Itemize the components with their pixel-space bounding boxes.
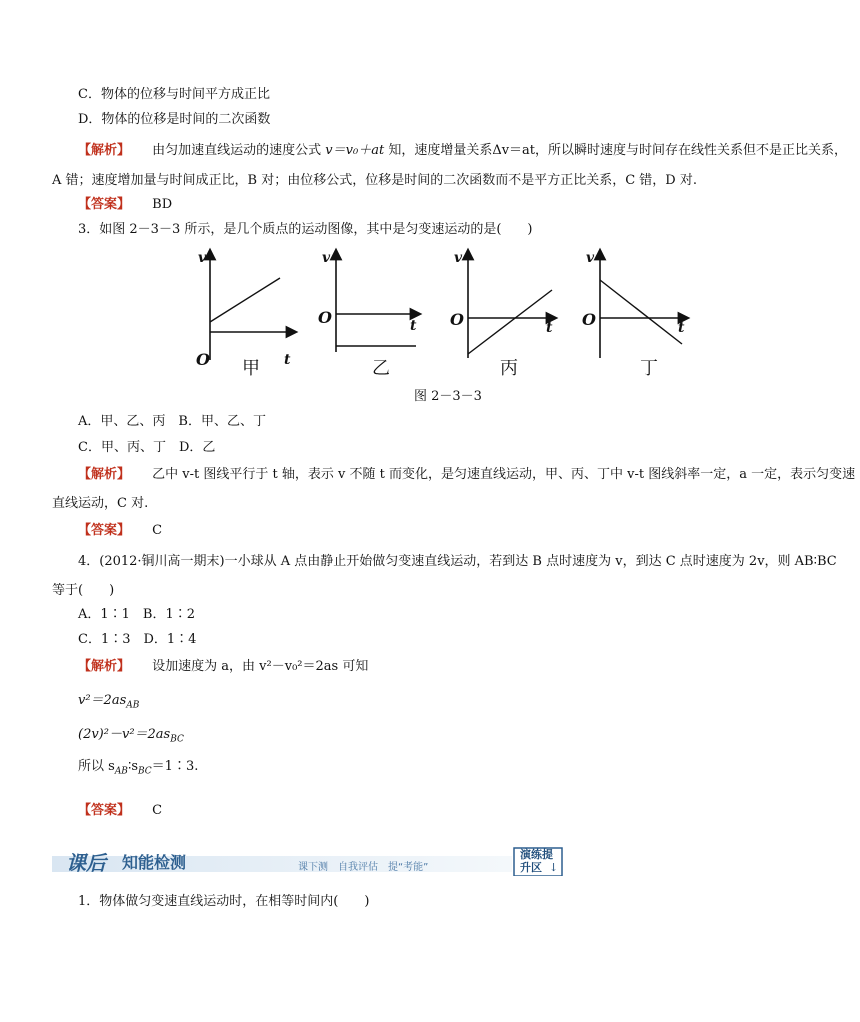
graph-jia bbox=[196, 248, 306, 382]
q3-analysis-line-1: 【解析】 乙中 v-t 图线平行于 t 轴，表示 v 不随 t 而变化，是匀速直线运动，甲、丙、丁中 v-t 图线斜率一定，a 一定，表示匀变速 bbox=[78, 467, 856, 482]
q2-analysis-line-1: 【解析】 由匀加速直线运动的速度公式 v＝v₀＋at 知，速度增量关系Δv＝at，所以瞬时速度与时间存在线性关系但不是正比关系， bbox=[78, 143, 848, 158]
graph-label: 丙 bbox=[500, 358, 518, 379]
graph-yi bbox=[316, 248, 426, 382]
q4-analysis-line-1: 【解析】 设加速度为 a，由 v²－v₀²＝2as 可知 bbox=[78, 659, 369, 674]
q4-options-cd: C．1∶3 D．1∶4 bbox=[78, 632, 197, 647]
graph-origin: O bbox=[582, 310, 596, 329]
q4-stem-line-2: 等于( ) bbox=[52, 583, 115, 598]
q3-stem: 3．如图 2－3－3 所示，是几个质点的运动图像，其中是匀变速运动的是( ) bbox=[78, 222, 533, 237]
section-banner bbox=[52, 846, 564, 876]
graph-label: 甲 bbox=[242, 358, 260, 379]
q4-equation-2: $(2v)^2-v^2=2as_{BC}$ bbox=[78, 727, 184, 745]
answer-label: 【答案】 bbox=[78, 523, 131, 538]
answer-label: 【答案】 bbox=[78, 803, 131, 818]
graph-axis-v: v bbox=[198, 250, 207, 266]
banner-badge-line-2: 升区 bbox=[520, 861, 542, 874]
graph-axis-v: v bbox=[454, 250, 463, 266]
graph-bing bbox=[448, 248, 568, 382]
q4-answer bbox=[78, 802, 162, 820]
banner-badge-line-1: 演练提 bbox=[520, 848, 553, 861]
graph-axis-v: v bbox=[322, 250, 331, 266]
graph-axis-t: t bbox=[410, 318, 417, 334]
graph-label: 乙 bbox=[372, 358, 390, 379]
q3-options-ab: A．甲、乙、丙 B．甲、乙、丁 bbox=[78, 414, 266, 429]
banner-title-a: 课后 bbox=[66, 851, 106, 875]
analysis-label: 【解析】 bbox=[78, 659, 131, 674]
answer-value: C bbox=[152, 803, 163, 818]
q4-equation-3: 所以 $s_{AB}∶s_{BC}=1∶3$. bbox=[78, 759, 199, 777]
graph-axis-t: t bbox=[284, 352, 291, 368]
q2-analysis-line-2: A 错；速度增加量与时间成正比，B 对；由位移公式，位移是时间的二次函数而不是平方正比关系，C 错，D 对. bbox=[52, 173, 697, 188]
graph-axis-v: v bbox=[586, 250, 595, 266]
graph-origin: O bbox=[318, 308, 332, 327]
analysis-label: 【解析】 bbox=[78, 467, 131, 482]
graph-origin: O bbox=[196, 350, 210, 369]
q3-analysis-line-2: 直线运动，C 对. bbox=[52, 496, 149, 511]
next-q1-stem: 1．物体做匀变速直线运动时，在相等时间内( ) bbox=[78, 894, 370, 909]
q4-options-ab: A．1∶1 B．1∶2 bbox=[78, 607, 196, 622]
q3-answer bbox=[78, 522, 162, 540]
answer-value: C bbox=[152, 523, 163, 538]
q4-stem-line-1: 4．(2012·铜川高一期末)一小球从 A 点由静止开始做匀变速直线运动，若到达 B 点时速度为 v，到达 C 点时速度为 2v，则 AB∶BC bbox=[78, 554, 837, 569]
answer-value: BD bbox=[152, 197, 173, 212]
analysis-label: 【解析】 bbox=[78, 143, 131, 158]
graph-axis-t: t bbox=[546, 320, 553, 336]
graph-origin: O bbox=[450, 310, 464, 329]
banner-slogan: 课下测 自我评估 提“考能” bbox=[298, 862, 429, 873]
banner-title-b: 知能检测 bbox=[122, 853, 187, 872]
q4-equation-1: $v^2=2as_{AB}$ bbox=[78, 693, 140, 711]
arrow-down-icon: ↓ bbox=[549, 861, 559, 874]
q2-option-c: C．物体的位移与时间平方成正比 bbox=[78, 87, 270, 102]
q2-answer bbox=[78, 196, 172, 214]
graph-label: 丁 bbox=[640, 358, 658, 379]
graph-axis-t: t bbox=[678, 320, 685, 336]
q2-option-d: D．物体的位移是时间的二次函数 bbox=[78, 112, 271, 127]
graph-ding bbox=[580, 248, 700, 382]
figure-caption: 图 2－3－3 bbox=[414, 389, 482, 404]
q3-options-cd: C．甲、丙、丁 D．乙 bbox=[78, 440, 216, 455]
answer-label: 【答案】 bbox=[78, 197, 131, 212]
